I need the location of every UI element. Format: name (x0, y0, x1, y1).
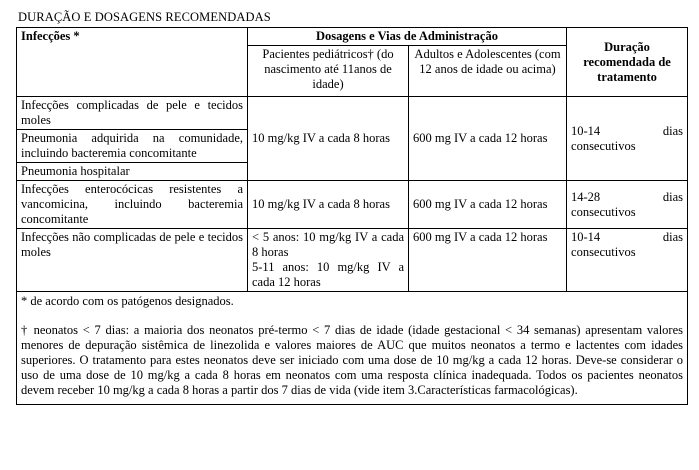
infection-complicated-skin: Infecções complicadas de pele e tecidos moles (17, 97, 248, 130)
duration-enterococcal: 14-28 dias consecutivos (567, 181, 688, 229)
dose-pediatric-5to11: 5-11 anos: 10 mg/kg IV a cada 12 horas (252, 260, 404, 289)
infection-uncomplicated-skin: Infecções não complicadas de pele e tecidos moles (17, 229, 248, 292)
dose-pediatric-under5: < 5 anos: 10 mg/kg IV a cada 8 horas (252, 230, 404, 259)
infection-community-pneumonia: Pneumonia adquirida na comunidade, incluindo bacteremia concomitante (17, 130, 248, 163)
dose-pediatric-uncomplicated (248, 229, 409, 292)
document-title: DURAÇÃO E DOSAGENS RECOMENDADAS (18, 10, 271, 24)
duration-group1: 10-14 dias consecutivos (567, 97, 688, 181)
duration-uncomplicated: 10-14 dias consecutivos (567, 229, 688, 292)
footnote-dagger: † neonatos < 7 dias: a maioria dos neonatos pré-termo < 7 dias de idade (idade gestacional < 34 semanas) apresentam valores menores de depuração sistêmica de linezolida e valores maiores de AUC que muitos neonatos a termo e lactentes com idades superiores. O tratamento para estes neonatos deve ser iniciado com uma dose de 10 mg/kg a cada 12 horas. Deve-se considerar o uso de uma dose de 10 mg/kg a cada 8 horas em neonatos com uma resposta clínica inadequada. Todos os pacientes neonatos devem receber 10 mg/kg a cada 8 horas a partir dos 7 dias de vida (vide item 3.Características farmacológicas). (21, 323, 684, 397)
header-adultos: Adultos e Adolescentes (com 12 anos de idade ou acima) (409, 46, 567, 97)
footnote-asterisk: * de acordo com os patógenos designados. (21, 294, 234, 308)
infection-hospital-pneumonia: Pneumonia hospitalar (17, 163, 248, 181)
header-duracao: Duração recomendada de tratamento (567, 28, 688, 97)
footnotes (17, 292, 688, 405)
dose-adult-enterococcal: 600 mg IV a cada 12 horas (409, 181, 567, 229)
header-infeccoes: Infecções * (17, 28, 248, 97)
dose-adult-uncomplicated: 600 mg IV a cada 12 horas (409, 229, 567, 292)
infection-enterococcal: Infecções enterocócicas resistentes a vancomicina, incluindo bacteremia concomitante (17, 181, 248, 229)
header-dosagens: Dosagens e Vias de Administração (248, 28, 567, 46)
dose-pediatric-enterococcal: 10 mg/kg IV a cada 8 horas (248, 181, 409, 229)
dose-pediatric-group1: 10 mg/kg IV a cada 8 horas (248, 97, 409, 181)
dosage-table (16, 27, 688, 405)
header-pediatricos: Pacientes pediátricos† (do nascimento até 11anos de idade) (248, 46, 409, 97)
dose-adult-group1: 600 mg IV a cada 12 horas (409, 97, 567, 181)
